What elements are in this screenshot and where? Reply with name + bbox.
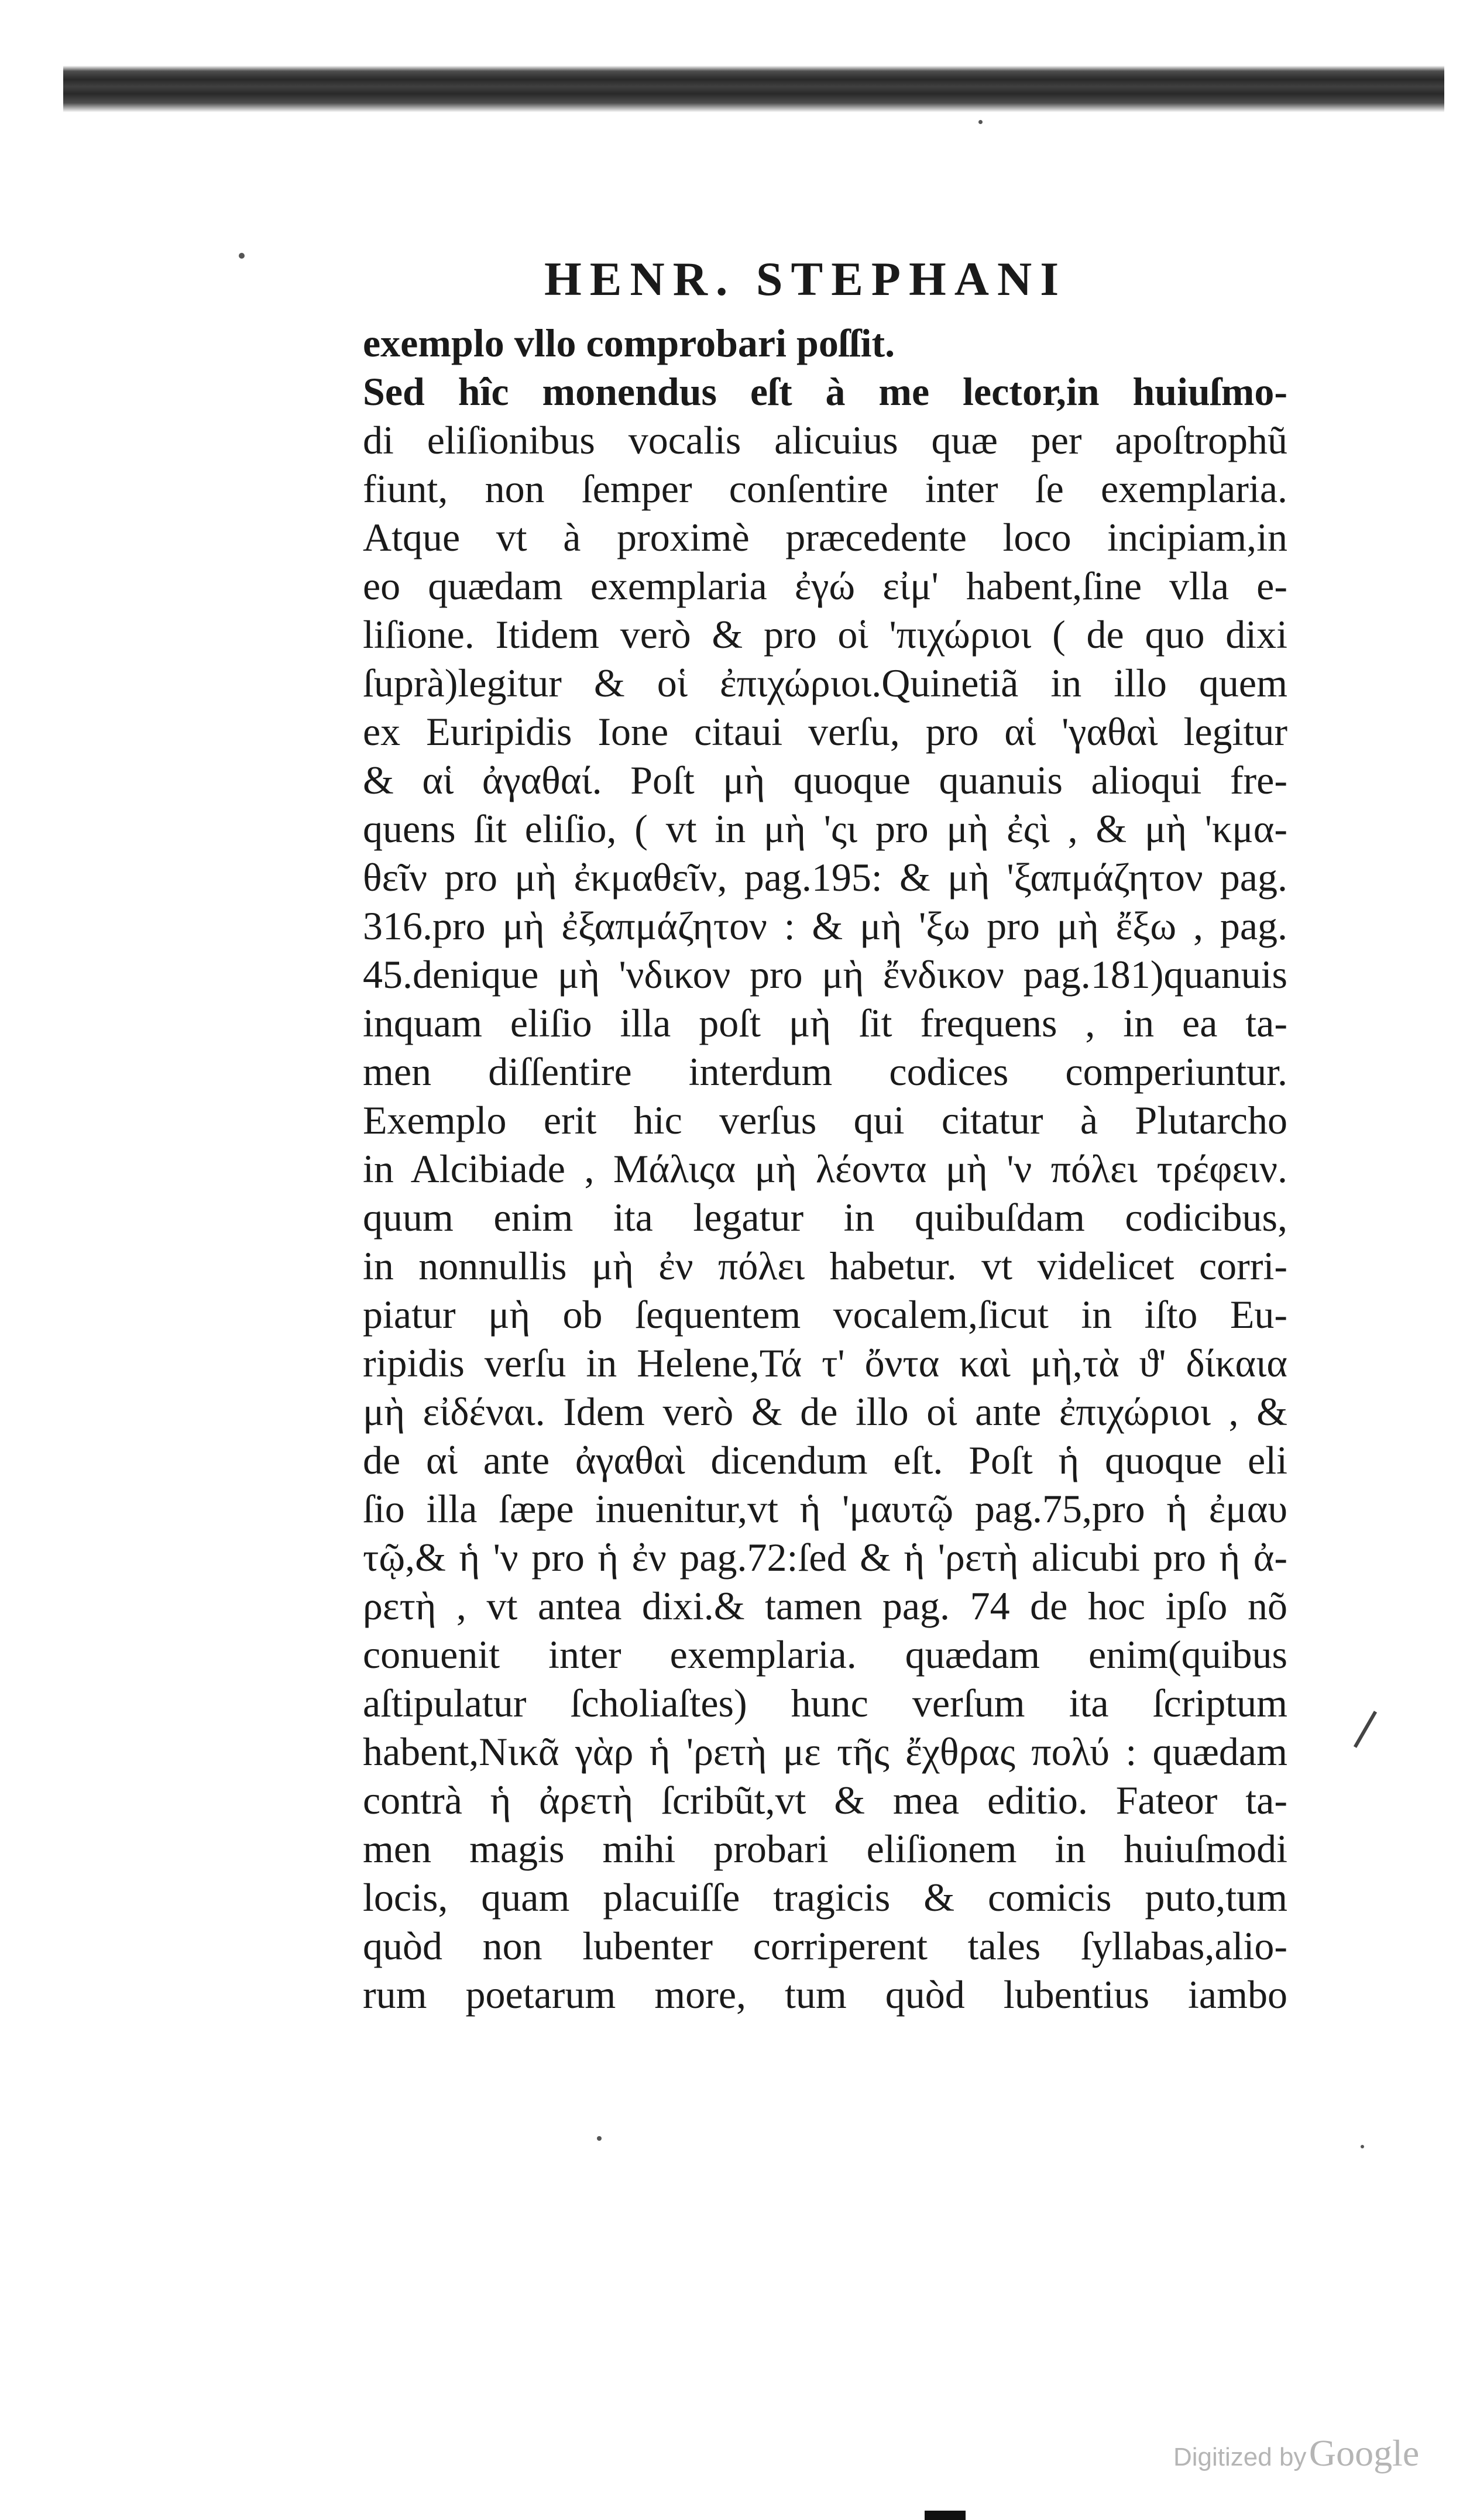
text-line: ſuprà)legitur & οἱ ἐπιχώριοι.Quinetiã in illo quem <box>363 661 1287 705</box>
text-line: τῷ,& ἡ 'ν pro ἡ ἐν pag.72:ſed & ἡ 'ρετὴ alicubi pro ἡ ἀ- <box>363 1535 1287 1580</box>
text-line: ex Euripidis Ione citaui verſu, pro αἱ 'γαθαὶ legitur <box>363 709 1287 754</box>
text-line: quum enim ita legatur in quibuſdam codicibus, <box>363 1195 1287 1240</box>
running-head: HENR. STEPHANI <box>544 252 1067 305</box>
text-line: liſione. Itidem verò & pro οἱ 'πιχώριοι ( de quo dixi <box>363 612 1287 657</box>
text-line: contrà ἡ ἀρετὴ ſcribũt,vt & mea editio. Fateor ta- <box>363 1778 1287 1822</box>
text-line: quens ſit eliſio, ( vt in μὴ 'ςι pro μὴ ἐςὶ , & μὴ 'κμα- <box>363 806 1287 851</box>
watermark-prefix: Digitized by <box>1173 2443 1307 2471</box>
text-line: μὴ εἰδέναι. Idem verò & de illo οἱ ante ἐπιχώριοι , & <box>363 1389 1287 1434</box>
text-line: Sed hîc monendus eſt à me lector,in huiuſmo- <box>363 369 1287 414</box>
margin-slash-mark <box>1354 1711 1377 1748</box>
text-line: Atque vt à proximè præcedente loco incipiam,in <box>363 515 1287 559</box>
text-line: 45.denique μὴ 'νδικον pro μὴ ἔνδικον pag.181)quanuis <box>363 952 1287 997</box>
text-line: locis, quam placuiſſe tragicis & comicis puto,tum <box>363 1875 1287 1920</box>
text-line: di eliſionibus vocalis alicuius quæ per apoſtrophũ <box>363 418 1287 462</box>
text-line: quòd non lubenter corriperent tales ſyllabas,alio- <box>363 1924 1287 1968</box>
text-line: aſtipulatur ſcholiaſtes) hunc verſum ita ſcriptum <box>363 1681 1287 1725</box>
digitized-watermark <box>1173 2432 1419 2475</box>
text-line: & αἱ ἀγαθαί. Poſt μὴ quoque quanuis alioqui fre- <box>363 758 1287 802</box>
text-line: ρετὴ , vt antea dixi.& tamen pag. 74 de hoc ipſo nõ <box>363 1584 1287 1628</box>
margin-dot-mark <box>597 2136 602 2141</box>
text-line: men diſſentire interdum codices comperiuntur. <box>363 1049 1287 1094</box>
top-rule-decoration <box>63 66 1444 112</box>
text-line: ſio illa ſæpe inuenitur,vt ἡ 'μαυτῷ pag.75,pro ἡ ἐμαυ <box>363 1486 1287 1531</box>
margin-dot-mark <box>978 120 983 124</box>
text-line: in nonnullis μὴ ἐν πόλει habetur. vt videlicet corri- <box>363 1244 1287 1288</box>
text-line: men magis mihi probari eliſionem in huiuſmodi <box>363 1827 1287 1871</box>
bottom-edge-mark <box>925 2511 966 2520</box>
text-line: rum poetarum more, tum quòd lubentius iambo <box>363 1972 1287 2017</box>
text-line: inquam eliſio illa poſt μὴ ſit frequens , in ea ta- <box>363 1001 1287 1045</box>
text-line: in Alcibiade , Μάλιςα μὴ λέοντα μὴ 'ν πόλει τρέφειν. <box>363 1146 1287 1191</box>
text-line: 316.pro μὴ ἐξαπμάζητον : & μὴ 'ξω pro μὴ ἔξω , pag. <box>363 904 1287 948</box>
text-body <box>363 319 1287 2019</box>
text-line: fiunt, non ſemper conſentire inter ſe exemplaria. <box>363 466 1287 511</box>
text-line: θεῖν pro μὴ ἐκμαθεῖν, pag.195: & μὴ 'ξαπμάζητον pag. <box>363 855 1287 899</box>
text-line: conuenit inter exemplaria. quædam enim(quibus <box>363 1632 1287 1677</box>
margin-dot-mark <box>239 253 245 259</box>
text-line: Exemplo erit hic verſus qui citatur à Plutarcho <box>363 1098 1287 1142</box>
text-line: ripidis verſu in Helene,Τά τ' ὄντα καὶ μὴ,τὰ ϑ' δίκαια <box>363 1341 1287 1385</box>
text-line: eo quædam exemplaria ἐγώ εἰμ' habent,ſine vlla e- <box>363 564 1287 608</box>
text-line: de αἱ ante ἀγαθαὶ dicendum eſt. Poſt ἡ quoque eli <box>363 1438 1287 1482</box>
watermark-brand: Google <box>1309 2432 1420 2474</box>
margin-dot-mark <box>1361 2145 1364 2148</box>
text-line: piatur μὴ ob ſequentem vocalem,ſicut in iſto Eu- <box>363 1292 1287 1337</box>
text-line: exemplo vllo comprobari poſſit. <box>363 321 895 365</box>
text-line: habent,Νικᾶ γὰρ ἡ 'ρετὴ με τῆς ἔχθρας πολύ : quædam <box>363 1729 1287 1774</box>
